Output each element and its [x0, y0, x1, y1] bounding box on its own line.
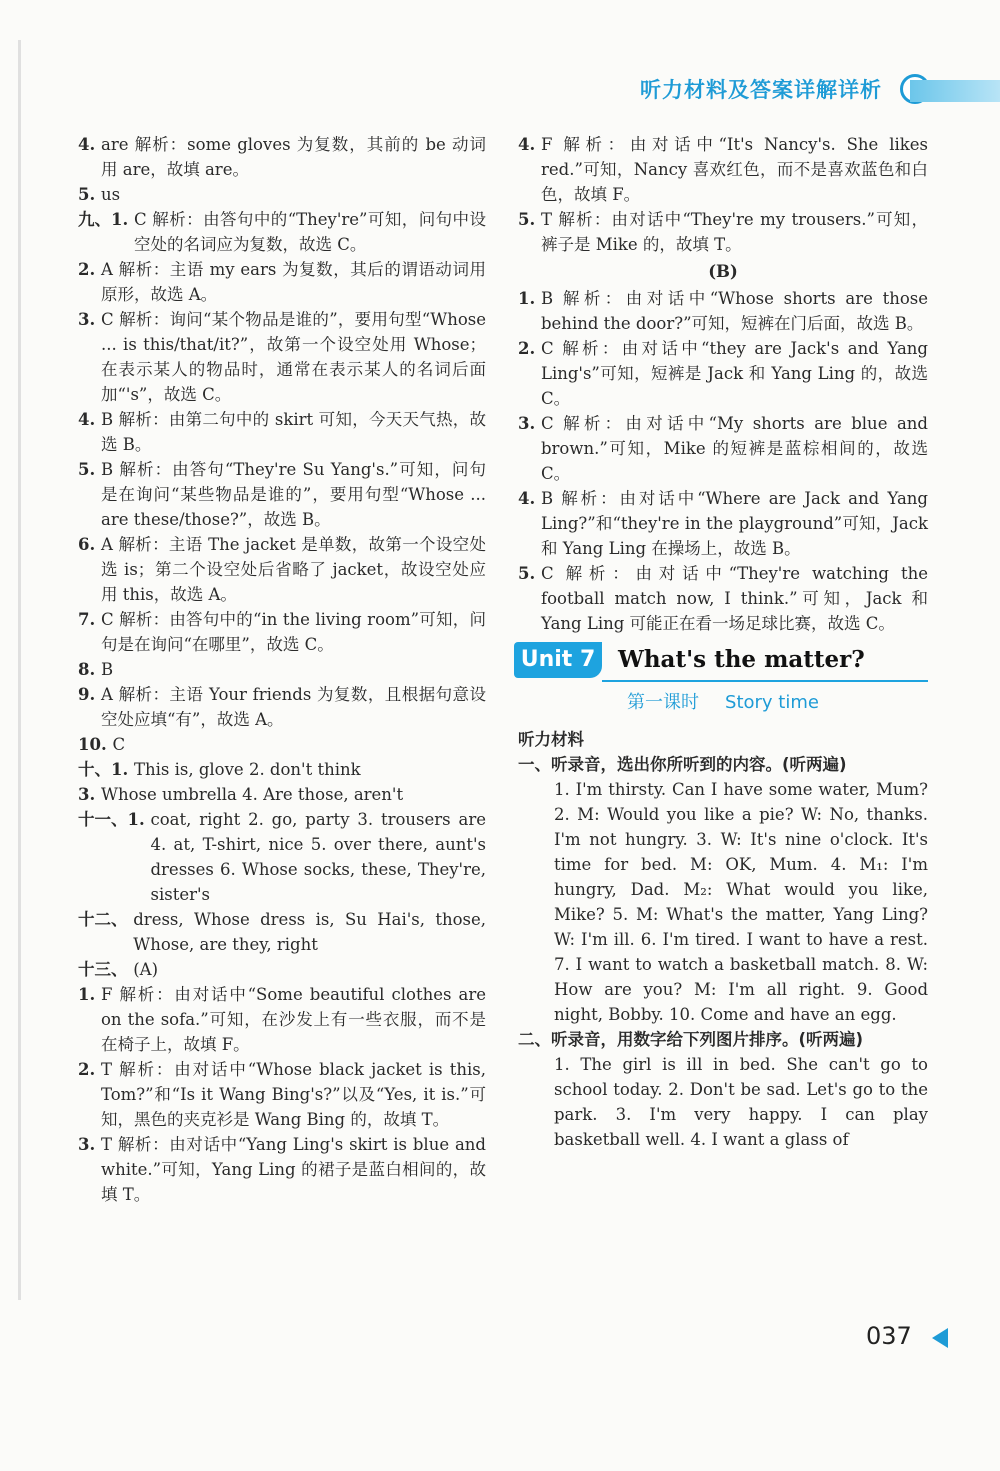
answer-item — [78, 207, 486, 257]
answer-number: 十、1. — [78, 760, 134, 779]
unit-tag: Unit 7 — [514, 642, 602, 678]
answer-text: F 解析：由对话中“Some beautiful clothes are on the sofa.”可知，在沙发上有一些衣服，而不是在椅子上，故填 F。 — [100, 985, 486, 1054]
answer-number: 4. — [78, 410, 101, 429]
answer-number: 4. — [518, 489, 541, 508]
answer-text: A 解析：主语 The jacket 是单数，故第一个设空处选 is；第二个设空处后省略了 jacket，故设空处应用 this，故选 A。 — [100, 535, 486, 604]
answer-number: 3. — [78, 785, 101, 804]
answer-item — [78, 732, 486, 757]
answer-text: dress, Whose dress is, Su Hai's, those, Whose, are they, right — [133, 910, 486, 954]
answer-text: T 解析：由对话中“They're my trousers.”可知，裤子是 Mike 的，故填 T。 — [540, 210, 928, 254]
answer-item — [518, 411, 928, 486]
answer-item — [78, 407, 486, 457]
answer-number: 4. — [78, 135, 101, 154]
answer-number: 6. — [78, 535, 101, 554]
right-column — [518, 132, 928, 1152]
answer-number: 十二、 — [78, 910, 134, 929]
answer-number: 1. — [518, 289, 541, 308]
answer-item — [518, 132, 928, 207]
listening-section2-text: 1. The girl is ill in bed. She can't go to school today. 2. Don't be sad. Let's go to the park. 3. I'm very happy. I can play basketball well. 4. I want a glass of — [554, 1055, 928, 1149]
lesson-part: 第一课时 — [627, 692, 700, 713]
answer-text: coat, right 2. go, party 3. trousers are 4. at, T-shirt, nice 5. over there, aunt's dresses 6. Whose socks, these, They're, sister's — [150, 810, 486, 904]
answer-item — [518, 561, 928, 636]
answer-text: This is, glove 2. don't think — [133, 760, 361, 779]
answer-item — [78, 757, 486, 782]
answer-item — [78, 132, 486, 182]
answer-item — [78, 607, 486, 657]
answer-text: C 解析：由答句中的“They're”可知，问句中设空处的名词应为复数，故选 C。 — [133, 210, 486, 254]
answer-number: 3. — [78, 1135, 101, 1154]
page-arrow-icon — [932, 1328, 948, 1348]
answer-item — [78, 532, 486, 607]
answer-number: 7. — [78, 610, 101, 629]
answer-item — [78, 1132, 486, 1207]
answer-text: Whose umbrella 4. Are those, aren't — [100, 785, 404, 804]
listening-section2-heading: 二、听录音，用数字给下列图片排序。(听两遍) — [518, 1030, 864, 1049]
listening-section1-heading: 一、听录音，选出你所听到的内容。(听两遍) — [518, 755, 847, 774]
answer-number: 5. — [518, 564, 541, 583]
answer-text: C 解析：由对话中“They're watching the football match now, I think.”可知，Jack 和 Yang Ling 可能正在看一场足球比赛，故选 C。 — [540, 564, 928, 633]
answer-item — [78, 1057, 486, 1132]
answer-text: T 解析：由对话中“Whose black jacket is this, Tom?”和“Is it Wang Bing's?”以及“Yes, it is.”可知，黑色的夹克衫是 Wang Bing 的，故填 T。 — [100, 1060, 486, 1129]
answer-text: C 解析：由对话中“they are Jack's and Yang Ling's”可知，短裤是 Jack 和 Yang Ling 的，故选 C。 — [540, 339, 928, 408]
unit-underline — [602, 680, 928, 682]
answer-number: 10. — [78, 735, 113, 754]
answer-text: A 解析：主语 Your friends 为复数，且根据句意设空处应填“有”，故选 A。 — [100, 685, 486, 729]
answer-number: 4. — [518, 135, 541, 154]
answer-number: 5. — [78, 460, 101, 479]
answer-text: T 解析：由对话中“Yang Ling's skirt is blue and white.”可知，Yang Ling 的裙子是蓝白相间的，故填 T。 — [100, 1135, 486, 1204]
answer-text: B 解析：由第二句中的 skirt 可知，今天天气热，故选 B。 — [100, 410, 486, 454]
header-accent-bar — [910, 80, 1000, 102]
answer-item — [78, 807, 486, 907]
answer-text: are 解析：some gloves 为复数，其前的 be 动词用 are，故填 are。 — [100, 135, 486, 179]
answer-number: 2. — [518, 339, 541, 358]
answer-item — [78, 907, 486, 957]
header-title: 听力材料及答案详解详析 — [640, 78, 882, 102]
right-answers-b — [518, 286, 928, 636]
answer-number: 十一、1. — [78, 810, 151, 829]
answer-number: 十三、 — [78, 960, 134, 979]
right-answers-a — [518, 132, 928, 257]
answer-item — [78, 257, 486, 307]
left-column — [78, 132, 486, 1207]
answer-text: A 解析：主语 my ears 为复数，其后的谓语动词用原形，故选 A。 — [100, 260, 486, 304]
answer-number: 2. — [78, 1060, 101, 1079]
lesson-name: Story time — [725, 692, 819, 713]
page-number: 037 — [866, 1322, 912, 1350]
answer-number: 3. — [518, 414, 541, 433]
answer-item — [518, 336, 928, 411]
answer-number: 8. — [78, 660, 101, 679]
unit-title: What's the matter? — [618, 646, 865, 673]
answer-number: 5. — [78, 185, 101, 204]
answer-text: C — [112, 735, 126, 754]
answer-text: C 解析：由对话中“My shorts are blue and brown.”可知，Mike 的短裤是蓝棕相间的，故选 C。 — [540, 414, 928, 483]
answer-text: B 解析：由对话中“Whose shorts are those behind the door?”可知，短裤在门后面，故选 B。 — [540, 289, 928, 333]
answer-item — [78, 682, 486, 732]
answer-text: C 解析：由答句中的“in the living room”可知，问句是在询问“在哪里”，故选 C。 — [100, 610, 486, 654]
answer-item — [78, 657, 486, 682]
answer-item — [78, 457, 486, 532]
answer-item — [78, 307, 486, 407]
answer-text: F 解析：由对话中“It's Nancy's. She likes red.”可知，Nancy 喜欢红色，而不是喜欢蓝色和白色，故填 F。 — [540, 135, 928, 204]
answer-number: 3. — [78, 310, 101, 329]
answer-text: B 解析：由对话中“Where are Jack and Yang Ling?”和“they're in the playground”可知，Jack 和 Yang Ling 在操场上，故选 B。 — [540, 489, 928, 558]
section-b-label: (B) — [708, 262, 738, 281]
listening-heading: 听力材料 — [518, 730, 584, 749]
page-header — [600, 72, 1000, 112]
answer-number: 2. — [78, 260, 101, 279]
answer-text: B 解析：由答句“They're Su Yang's.”可知，问句是在询问“某些物品是谁的”，要用句型“Whose ... are these/those?”，故选 B。 — [100, 460, 486, 529]
answer-number: 九、1. — [78, 210, 134, 229]
answer-item — [78, 957, 486, 982]
answer-number: 1. — [78, 985, 101, 1004]
page-margin-rule — [18, 40, 21, 1300]
lesson-heading — [518, 690, 928, 715]
answer-text: (A) — [133, 960, 159, 979]
answer-item — [78, 982, 486, 1057]
answer-text: us — [100, 185, 121, 204]
answer-item — [518, 486, 928, 561]
answer-item — [78, 782, 486, 807]
answer-item — [518, 207, 928, 257]
listening-section1-text: 1. I'm thirsty. Can I have some water, Mum? 2. M: Would you like a pie? W: No, thanks. I'm not hungry. 3. W: It's nine o'clock. It's time for bed. M: OK, Mum. 4. M₁: I'm hungry, Dad. M₂: What would you like, Mike? 5. M: What's the matter, Yang Ling? W: I'm ill. 6. I'm tired. I want to have a rest. 7. I want to watch a basketball match. 8. W: How are you? M: I'm all right. 9. Good night, Bobby. 10. Come and have an egg. — [554, 780, 928, 1024]
answer-text: C 解析：询问“某个物品是谁的”，要用句型“Whose ... is this/that/it?”，故第一个设空处用 Whose；在表示某人的物品时，通常在表示某人的名词后面加“'s”，故选 C。 — [100, 310, 486, 404]
answer-text: B — [100, 660, 114, 679]
answer-item — [78, 182, 486, 207]
answer-number: 5. — [518, 210, 541, 229]
answer-item — [518, 286, 928, 336]
unit-banner — [514, 642, 928, 682]
answer-number: 9. — [78, 685, 101, 704]
